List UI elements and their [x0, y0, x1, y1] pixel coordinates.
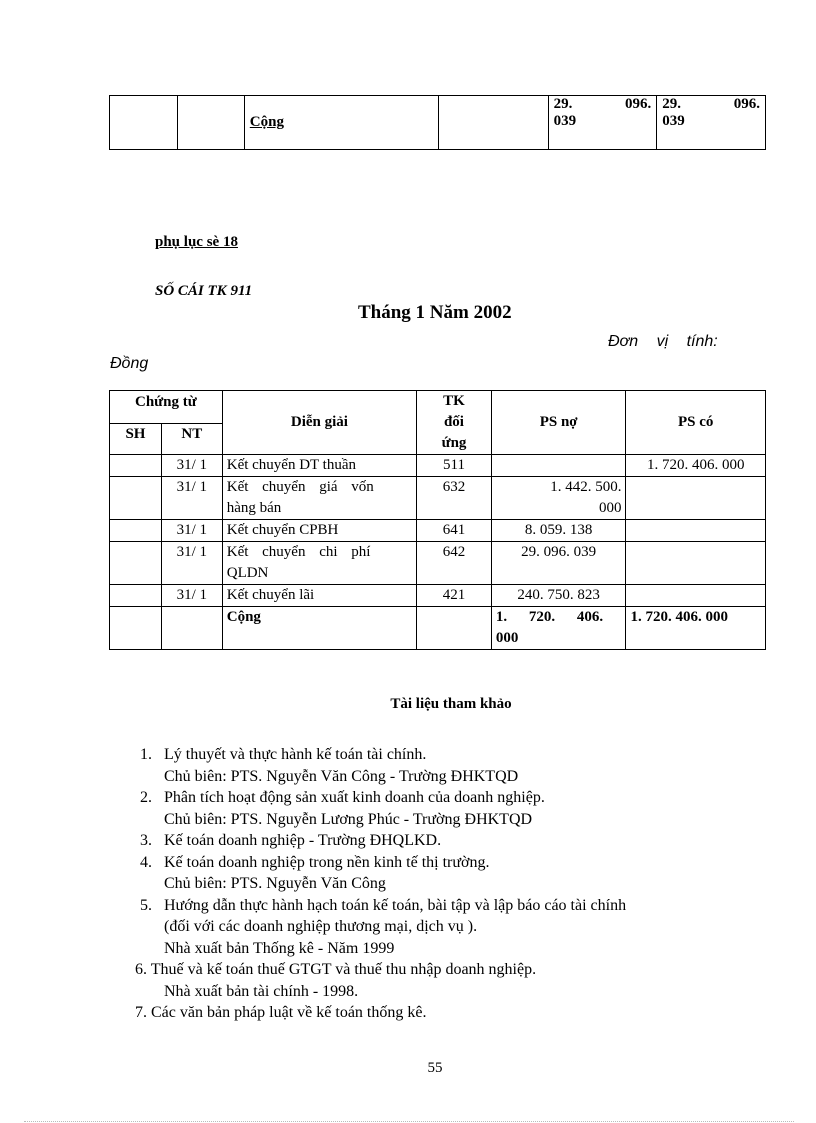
unit-value: Đồng — [110, 355, 149, 372]
table-row — [110, 455, 766, 477]
row-nt: 31/ 1 — [161, 455, 222, 477]
reference-item — [140, 852, 626, 895]
reference-number: 6. — [135, 961, 147, 978]
row-sh — [110, 520, 162, 542]
header-account-line: đối — [443, 414, 464, 430]
row-credit — [626, 585, 766, 607]
header-sh: SH — [110, 423, 162, 454]
ledger-table — [109, 390, 766, 650]
row-nt: 31/ 1 — [161, 477, 222, 520]
reference-number: 7. — [135, 1004, 147, 1021]
reference-number: 5. — [140, 896, 152, 914]
row-debit — [491, 455, 626, 477]
row-credit — [626, 542, 766, 585]
row-nt: 31/ 1 — [161, 520, 222, 542]
row-account: 632 — [417, 477, 492, 520]
header-account-line: TK — [443, 393, 465, 409]
page-number: 55 — [427, 1060, 443, 1076]
row-nt: 31/ 1 — [161, 542, 222, 585]
row-description-line: Kết chuyển giá vốn — [226, 479, 374, 495]
row-nt: 31/ 1 — [161, 585, 222, 607]
appendix-title: phụ lục sè 18 — [155, 234, 238, 250]
table-cell — [244, 96, 438, 150]
amount-part: 29. — [662, 96, 682, 112]
reference-line: Chủ biên: PTS. Nguyễn Văn Công - Trường ĐHKTQD — [164, 767, 519, 785]
reference-line: Kế toán doanh nghiệp - Trường ĐHQLKD. — [164, 832, 442, 849]
unit-label: Đơn vị tính: — [608, 333, 718, 350]
row-sh — [110, 542, 162, 585]
amount-part: 039 — [553, 113, 577, 129]
table-row — [110, 520, 766, 542]
reference-item — [140, 895, 626, 960]
reference-line: Phân tích hoạt động sản xuất kinh doanh của doanh nghiệp. — [164, 789, 545, 806]
row-description: Kết chuyển DT thuần — [222, 455, 416, 477]
reference-item — [140, 744, 626, 787]
total-sh — [110, 607, 162, 650]
row-credit — [626, 477, 766, 520]
total-credit: 1. 720. 406. 000 — [626, 607, 766, 650]
row-debit — [491, 477, 626, 520]
table-cell — [657, 96, 766, 150]
row-credit — [626, 520, 766, 542]
total-debit-line: 1. 720. 406. — [495, 609, 604, 625]
header-voucher: Chứng từ — [110, 391, 223, 424]
table-row — [110, 96, 766, 150]
ledger-title: SỐ CÁI TK 911 — [155, 283, 253, 299]
table-header-row — [110, 391, 766, 424]
amount-part: 096. — [733, 96, 760, 112]
table-total-row — [110, 607, 766, 650]
top-total-table — [109, 95, 766, 150]
table-row — [110, 477, 766, 520]
header-credit: PS có — [626, 391, 766, 455]
reference-number: 2. — [140, 789, 152, 806]
page-bottom-rule — [24, 1121, 794, 1122]
reference-item — [135, 1002, 626, 1024]
amount-part: 096. — [625, 96, 652, 112]
reference-line: (đối với các doanh nghiệp thương mại, dịch vụ ). — [164, 918, 478, 935]
row-debit-line: 1. 442. 500. — [550, 479, 622, 495]
reference-number: 4. — [140, 853, 152, 871]
reference-line: Chủ biên: PTS. Nguyễn Văn Công — [164, 875, 386, 892]
table-cell — [110, 96, 178, 150]
header-account — [417, 391, 492, 455]
total-label: Cộng — [222, 607, 416, 650]
reference-item — [135, 959, 626, 1002]
reference-line: Thuế và kế toán thuế GTGT và thuế thu nhập doanh nghiệp. — [150, 961, 537, 978]
total-account — [417, 607, 492, 650]
row-description — [222, 542, 416, 585]
total-label: Cộng — [249, 114, 284, 130]
references-list — [135, 744, 627, 1024]
table-cell — [438, 96, 548, 150]
row-debit: 8. 059. 138 — [491, 520, 626, 542]
row-description-line: Kết chuyển chi phí — [226, 544, 371, 560]
table-cell — [178, 96, 244, 150]
reference-line: Kế toán doanh nghiệp trong nền kinh tế thị trường. — [164, 853, 490, 871]
row-description — [222, 477, 416, 520]
row-debit: 240. 750. 823 — [491, 585, 626, 607]
row-sh — [110, 477, 162, 520]
reference-number: 1. — [140, 746, 152, 763]
row-credit: 1. 720. 406. 000 — [626, 455, 766, 477]
reference-line: Các văn bản pháp luật về kế toán thống kê. — [151, 1004, 427, 1021]
header-account-line: ứng — [441, 435, 467, 451]
row-account: 642 — [417, 542, 492, 585]
reference-item — [140, 830, 626, 852]
amount-part: 039 — [662, 113, 685, 129]
table-row — [110, 542, 766, 585]
row-sh — [110, 455, 162, 477]
table-row — [110, 585, 766, 607]
row-description-line: QLDN — [226, 565, 269, 581]
row-account: 641 — [417, 520, 492, 542]
reference-line: Lý thuyết và thực hành kế toán tài chính. — [164, 746, 427, 763]
row-description: Kết chuyển CPBH — [222, 520, 416, 542]
total-nt — [161, 607, 222, 650]
reference-line: Nhà xuất bản Thống kê - Năm 1999 — [164, 939, 395, 957]
month-title: Tháng 1 Năm 2002 — [358, 302, 512, 323]
amount-part: 29. — [553, 96, 573, 112]
total-debit — [491, 607, 626, 650]
row-description: Kết chuyển lãi — [222, 585, 416, 607]
row-debit: 29. 096. 039 — [491, 542, 626, 585]
row-sh — [110, 585, 162, 607]
header-nt: NT — [161, 423, 222, 454]
reference-line: Nhà xuất bản tài chính - 1998. — [164, 982, 359, 1000]
reference-line: Chủ biên: PTS. Nguyễn Lương Phúc - Trường ĐHKTQD — [164, 810, 533, 828]
references-title: Tài liệu tham khảo — [390, 696, 512, 712]
reference-number: 3. — [140, 832, 152, 849]
header-description: Diễn giải — [222, 391, 416, 455]
reference-item — [140, 787, 626, 830]
row-account: 511 — [417, 455, 492, 477]
row-debit-line: 000 — [598, 500, 622, 516]
reference-line: Hướng dẫn thực hành hạch toán kế toán, bài tập và lập báo cáo tài chính — [164, 896, 627, 914]
total-debit-line: 000 — [495, 630, 519, 646]
header-debit: PS nợ — [491, 391, 626, 455]
row-account: 421 — [417, 585, 492, 607]
table-cell — [548, 96, 657, 150]
row-description-line: hàng bán — [226, 500, 282, 516]
